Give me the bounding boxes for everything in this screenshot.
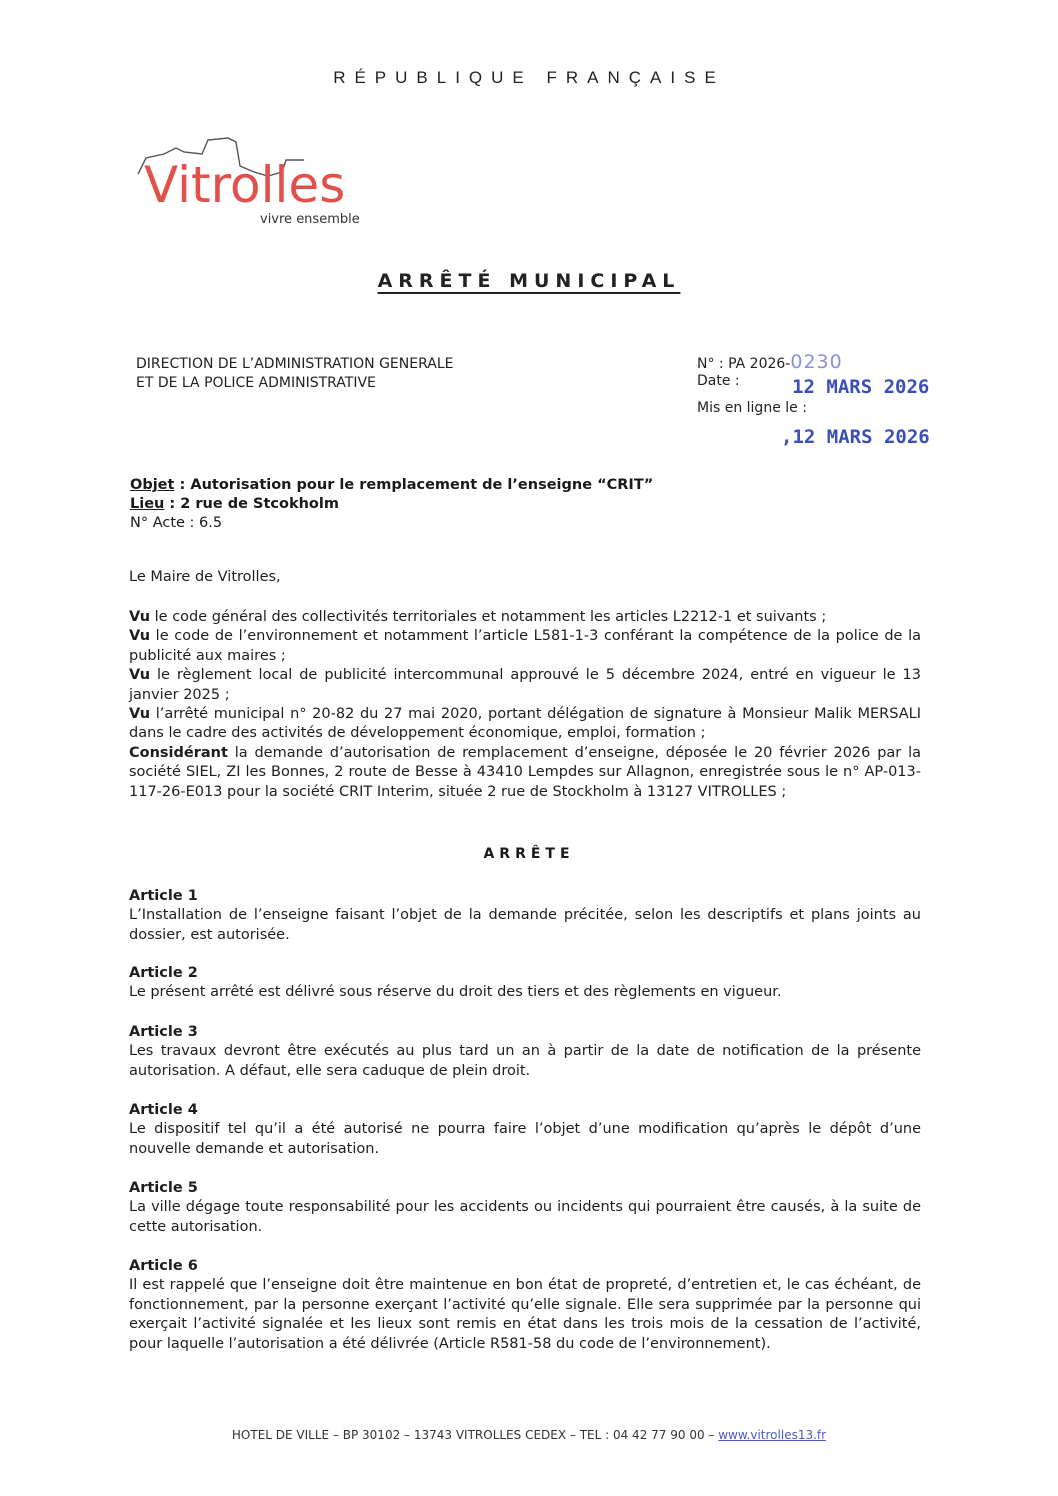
visa-text: le code de l’environnement et notamment l’article L581-1-3 conférant la compétence de la police de la publicité aux maires ; — [129, 628, 921, 664]
article-text: Il est rappelé que l’enseigne doit être maintenue en bon état de propreté, d’entretien et, le cas échéant, de fonctionnement, par la personne exerçant l’activité qu’elle signale. Elle sera supprimée par la personne qui exerçait l’activité signalée et les lieux sont remis en état dans les trois mois de la cessation de l’activité, pour laquelle l’autorisation a été délivrée (Article R581-58 du code de l’environnement). — [129, 1277, 921, 1352]
vitrolles-logo — [136, 136, 396, 236]
objet-line — [130, 476, 653, 495]
considerant-item — [129, 744, 921, 802]
acte-number: N° Acte : 6.5 — [130, 515, 223, 531]
article-text: Les travaux devront être exécutés au plus tard un an à partir de la date de notification de la présente autorisation. A défaut, elle sera caduque de plein droit. — [129, 1043, 921, 1079]
footer-address: HOTEL DE VILLE – BP 30102 – 13743 VITROLLES CEDEX – TEL : 04 42 77 90 00 – — [231, 1428, 719, 1442]
visa-keyword: Vu — [129, 609, 151, 625]
visa-keyword: Vu — [129, 667, 151, 684]
logo-tagline: vivre ensemble — [260, 212, 360, 227]
article-title: Article 4 — [129, 1102, 198, 1118]
considerant-keyword: Considérant — [129, 744, 228, 761]
reference-number-label: N° : PA 2026- — [697, 356, 791, 372]
direction-line-2: ET DE LA POLICE ADMINISTRATIVE — [136, 375, 376, 391]
reference-block — [697, 353, 930, 447]
visa-keyword: Vu — [129, 628, 151, 645]
article-text: L’Installation de l’enseigne faisant l’objet de la demande précitée, selon les descriptifs et plans joints au dossier, est autorisée. — [129, 907, 921, 943]
republique-francaise-header: RÉPUBLIQUE FRANÇAISE — [333, 68, 725, 87]
document-title — [0, 270, 1058, 292]
visa-text: le règlement local de publicité intercommunal approuvé le 5 décembre 2024, entré en vigueur le 13 janvier 2025 ; — [129, 667, 921, 703]
objet-text: : Autorisation pour le remplacement de l’enseigne “CRIT” — [174, 477, 654, 493]
visa-item — [129, 608, 921, 627]
visa-item — [129, 705, 921, 744]
visa-item — [129, 666, 921, 705]
article-title: Article 2 — [129, 965, 198, 981]
reference-date-label: Date : — [697, 373, 740, 389]
date-stamp: 12 MARS 2026 — [792, 376, 930, 398]
online-date-label: Mis en ligne le : — [697, 400, 807, 416]
visa-item — [129, 627, 921, 666]
article-text: Le dispositif tel qu’il a été autorisé ne pourra faire l’objet d’une modification qu’après le dépôt d’une nouvelle demande et autorisation. — [129, 1121, 921, 1157]
subject-block — [130, 476, 653, 533]
reference-number-stamp: 0230 — [790, 351, 843, 373]
lieu-text: : 2 rue de Stcokholm — [164, 496, 339, 512]
footer-website-link[interactable]: www.vitrolles13.fr — [718, 1428, 827, 1442]
considerant-text: la demande d’autorisation de remplacement d’enseigne, déposée le 20 février 2026 par la société SIEL, ZI les Bonnes, 2 route de Besse à 43410 Lempdes sur Allagnon, enregistrée sous le n° AP-013-117-26-E013 pour la société CRIT Interim, située 2 rue de Stockholm à 13127 VITROLLES ; — [129, 744, 921, 800]
article-text: Le présent arrêté est délivré sous réserve du droit des tiers et des règlements en vigueur. — [129, 984, 782, 1001]
reference-date — [697, 370, 930, 398]
article-title: Article 5 — [129, 1180, 198, 1196]
article-title: Article 6 — [129, 1258, 198, 1274]
visa-text: le code général des collectivités territoriales et notamment les articles L2212-1 et suivants ; — [150, 609, 827, 625]
footer — [0, 1428, 1058, 1442]
article-3 — [129, 1023, 921, 1081]
lieu-label: Lieu — [130, 496, 165, 512]
article-6 — [129, 1257, 921, 1354]
arrete-heading: ARRÊTE — [483, 846, 575, 862]
article-title: Article 1 — [129, 888, 198, 904]
article-text: La ville dégage toute responsabilité pour les accidents ou incidents qui pourraient être causés, à la suite de cette autorisation. — [129, 1199, 921, 1235]
logo-wordmark: Vitrolles — [144, 156, 346, 214]
objet-label: Objet — [130, 477, 175, 493]
article-title: Article 3 — [129, 1024, 198, 1040]
article-1 — [129, 887, 921, 945]
visa-text: l’arrêté municipal n° 20-82 du 27 mai 2020, portant délégation de signature à Monsieur Malik MERSALI dans le cadre des activités de développement économique, emploi, formation ; — [129, 706, 921, 742]
article-2 — [129, 964, 921, 1003]
direction-block — [136, 355, 453, 393]
article-4 — [129, 1101, 921, 1159]
visa-keyword: Vu — [129, 706, 151, 723]
lieu-line — [130, 495, 653, 514]
article-5 — [129, 1179, 921, 1237]
direction-line-1: DIRECTION DE L’ADMINISTRATION GENERALE — [136, 356, 454, 372]
online-date-stamp: ,12 MARS 2026 — [781, 426, 930, 448]
document-title-text: ARRÊTÉ MUNICIPAL — [377, 270, 681, 292]
visas-block — [129, 608, 921, 802]
salutation: Le Maire de Vitrolles, — [129, 569, 281, 585]
